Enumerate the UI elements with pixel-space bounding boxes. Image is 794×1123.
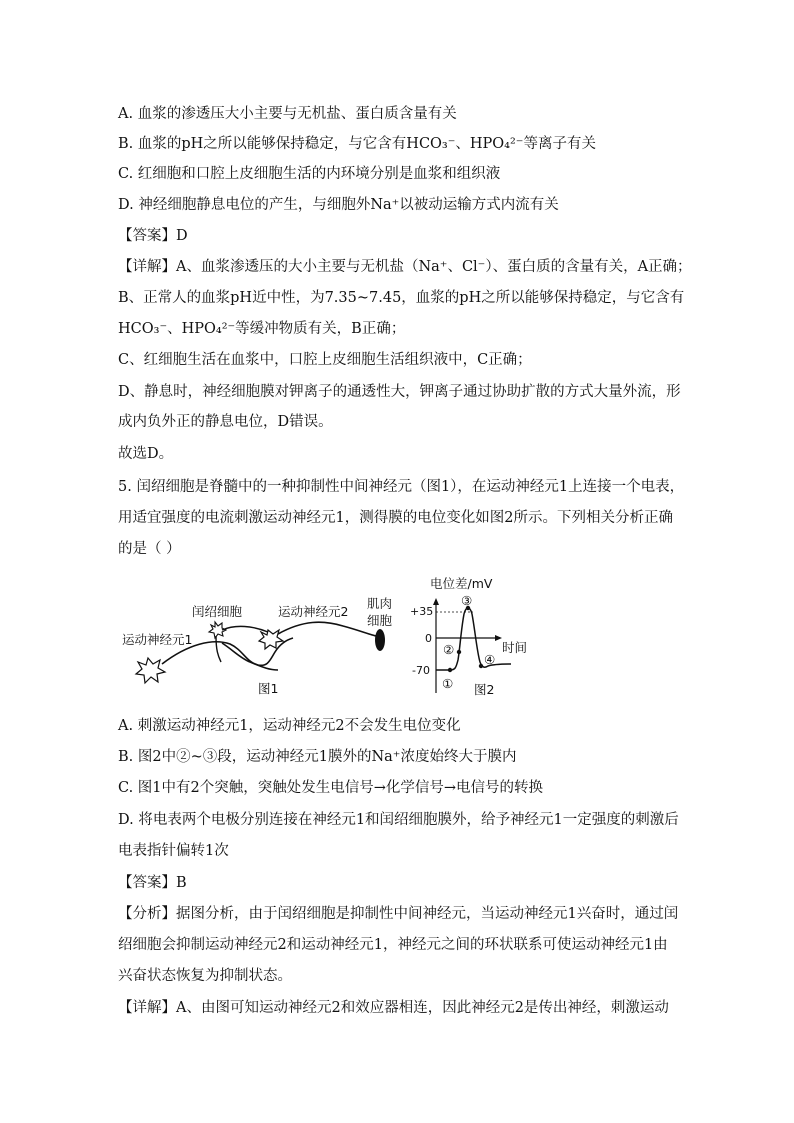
- figure-2-ylabel: 电位差/mV: [430, 576, 493, 591]
- marker-3: ③: [461, 593, 473, 608]
- option-c-prev: C. 红细胞和口腔上皮细胞生活的内环境分别是血浆和组织液: [118, 166, 501, 182]
- detail-prev-3: HCO₃⁻、HPO₄²⁻等缓冲物质有关，B正确；: [118, 321, 406, 337]
- figure-1: [122, 596, 393, 696]
- detail-prev-4: C、红细胞生活在血浆中，口腔上皮细胞生活组织液中，C正确；: [118, 352, 532, 368]
- marker-1: ①: [442, 676, 454, 691]
- question-5-option-d-line-2: 电表指针偏转1次: [118, 843, 229, 859]
- renshaw-to-neuron2: [222, 626, 268, 632]
- question-5-option-b: B. 图2中②~③段，运动神经元1膜外的Na⁺浓度始终大于膜内: [118, 749, 517, 765]
- figure-2-caption: 图2: [474, 682, 495, 697]
- x-axis-arrow-icon: [495, 635, 502, 641]
- label-renshaw: 闰绍细胞: [192, 604, 243, 619]
- analysis-5-line-1: 【分析】据图分析，由于闰绍细胞是抑制性中间神经元，当运动神经元1兴奋时，通过闰: [118, 906, 679, 922]
- neuron1-collateral: [222, 643, 278, 670]
- choose-prev: 故选D。: [118, 446, 174, 462]
- figure-svg: [118, 590, 538, 702]
- detail-prev-1: 【详解】A、血浆渗透压的大小主要与无机盐（Na⁺、Cl⁻）、蛋白质的含量有关，A正确；: [118, 259, 692, 275]
- point-4: [479, 664, 483, 668]
- analysis-5-line-2: 绍细胞会抑制运动神经元2和运动神经元1，神经元之间的环状联系可使运动神经元1由: [118, 937, 668, 953]
- question-5-option-a: A. 刺激运动神经元1，运动神经元2不会发生电位变化: [118, 718, 461, 734]
- renshaw-to-neuron1: [216, 636, 221, 662]
- analysis-5-line-3: 兴奋状态恢复为抑制状态。: [118, 968, 292, 984]
- figure-1-caption: 图1: [258, 681, 279, 696]
- point-1: [448, 668, 452, 672]
- membrane-potential-curve: [436, 608, 511, 670]
- tick-0: 0: [425, 632, 432, 645]
- question-5-option-d-line-1: D. 将电表两个电极分别连接在神经元1和闰绍细胞膜外，给予神经元1一定强度的刺激后: [118, 812, 679, 828]
- neuron2-axon: [278, 622, 376, 636]
- neuron1-soma-icon: [136, 658, 165, 683]
- detail-prev-6: 成内负外正的静息电位，D错误。: [118, 414, 333, 430]
- question-5-line-2: 用适宜强度的电流刺激运动神经元1，测得膜的电位变化如图2所示。下列相关分析正确: [118, 510, 673, 526]
- marker-4: ④: [484, 652, 496, 667]
- question-5-option-c: C. 图1中有2个突触，突触处发生电信号→化学信号→电信号的转换: [118, 780, 544, 796]
- tick-minus-70: -70: [412, 664, 430, 677]
- option-a-prev: A. 血浆的渗透压大小主要与无机盐、蛋白质含量有关: [118, 106, 457, 122]
- label-neuron2: 运动神经元2: [278, 604, 349, 619]
- x-axis-label: 时间: [502, 640, 528, 655]
- marker-2: ②: [443, 642, 455, 657]
- muscle-cell-icon: [375, 629, 385, 651]
- label-muscle-2: 细胞: [367, 613, 393, 628]
- y-axis-arrow-icon: [433, 598, 439, 605]
- option-d-prev: D. 神经细胞静息电位的产生，与细胞外Na⁺以被动运输方式内流有关: [118, 197, 559, 213]
- question-5-line-1: 5. 闰绍细胞是脊髓中的一种抑制性中间神经元（图1），在运动神经元1上连接一个电表，: [118, 479, 685, 495]
- detail-5-line-1: 【详解】A、由图可知运动神经元2和效应器相连，因此神经元2是传出神经，刺激运动: [118, 1000, 669, 1016]
- label-neuron1: 运动神经元1: [122, 632, 193, 647]
- point-2: [457, 650, 461, 654]
- figure-2: [410, 593, 527, 697]
- question-5-line-3: 的是（ ）: [118, 541, 181, 557]
- option-b-prev: B. 血浆的pH之所以能够保持稳定，与它含有HCO₃⁻、HPO₄²⁻等离子有关: [118, 136, 596, 152]
- detail-prev-2: B、正常人的血浆pH近中性，为7.35~7.45，血浆的pH之所以能够保持稳定，与它含有: [118, 290, 685, 306]
- question-figure: [118, 576, 538, 702]
- answer-5: 【答案】B: [118, 875, 187, 891]
- answer-prev: 【答案】D: [118, 228, 188, 244]
- detail-prev-5: D、静息时，神经细胞膜对钾离子的通透性大，钾离子通过协助扩散的方式大量外流，形: [118, 384, 681, 400]
- label-muscle-1: 肌肉: [367, 596, 393, 611]
- tick-plus-35: +35: [410, 605, 434, 618]
